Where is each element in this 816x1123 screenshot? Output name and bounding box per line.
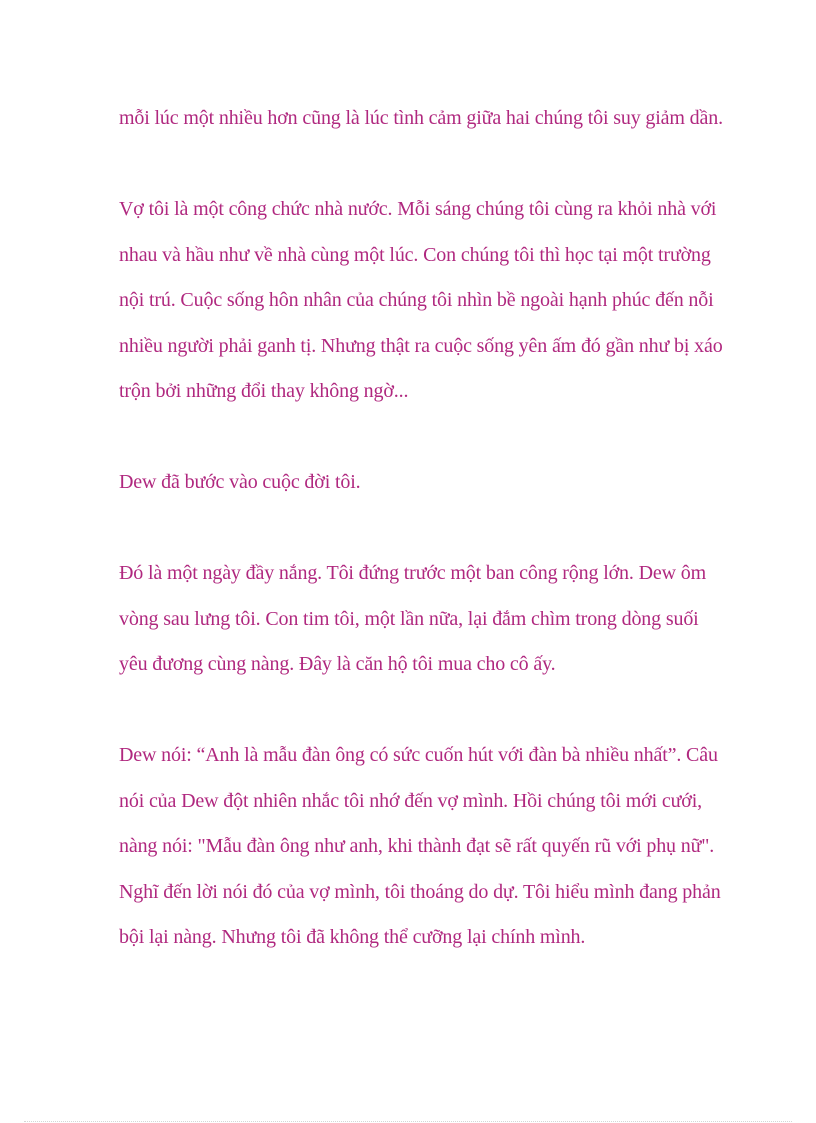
text-line: mỗi lúc một nhiều hơn cũng là lúc tình cảm giữa hai chúng tôi suy giảm dần.	[119, 107, 723, 129]
paragraph-gap	[119, 415, 709, 461]
text-line: Đó là một ngày đầy nắng. Tôi đứng trước một ban công rộng lớn. Dew ôm	[119, 562, 707, 584]
text-line: nàng nói: "Mẫu đàn ông như anh, khi thành đạt sẽ rất quyến rũ với phụ nữ".	[119, 835, 715, 857]
paragraph-gap	[119, 688, 709, 734]
paragraph-5	[119, 733, 721, 961]
page-bottom-divider	[24, 1121, 792, 1122]
paragraph-gap	[119, 142, 709, 188]
text-line: Vợ tôi là một công chức nhà nước. Mỗi sáng chúng tôi cùng ra khỏi nhà với	[119, 198, 717, 220]
text-line: Dew đã bước vào cuộc đời tôi.	[119, 471, 361, 493]
paragraph-1	[119, 96, 723, 142]
text-line: nội trú. Cuộc sống hôn nhân của chúng tôi nhìn bề ngoài hạnh phúc đến nỗi	[119, 289, 714, 311]
text-line: yêu đương cùng nàng. Đây là căn hộ tôi mua cho cô ấy.	[119, 653, 556, 675]
document-body	[119, 96, 723, 961]
text-line: trộn bởi những đổi thay không ngờ...	[119, 380, 409, 402]
paragraph-3	[119, 460, 709, 506]
text-line: nhau và hầu như về nhà cùng một lúc. Con chúng tôi thì học tại một trường	[119, 243, 711, 266]
text-line: Nghĩ đến lời nói đó của vợ mình, tôi thoáng do dự. Tôi hiểu mình đang phản	[119, 880, 721, 903]
paragraph-gap	[119, 506, 709, 552]
paragraph-4	[119, 551, 709, 688]
text-line: Dew nói: “Anh là mẫu đàn ông có sức cuốn hút với đàn bà nhiều nhất”. Câu	[119, 744, 718, 766]
text-line: vòng sau lưng tôi. Con tim tôi, một lần nữa, lại đắm chìm trong dòng suối	[119, 607, 699, 630]
text-line: nhiều người phải ganh tị. Nhưng thật ra cuộc sống yên ấm đó gần như bị xáo	[119, 334, 723, 357]
text-line: nói của Dew đột nhiên nhắc tôi nhớ đến vợ mình. Hồi chúng tôi mới cưới,	[119, 789, 702, 812]
text-line: bội lại nàng. Nhưng tôi đã không thể cưỡng lại chính mình.	[119, 926, 586, 948]
paragraph-2	[119, 187, 723, 415]
